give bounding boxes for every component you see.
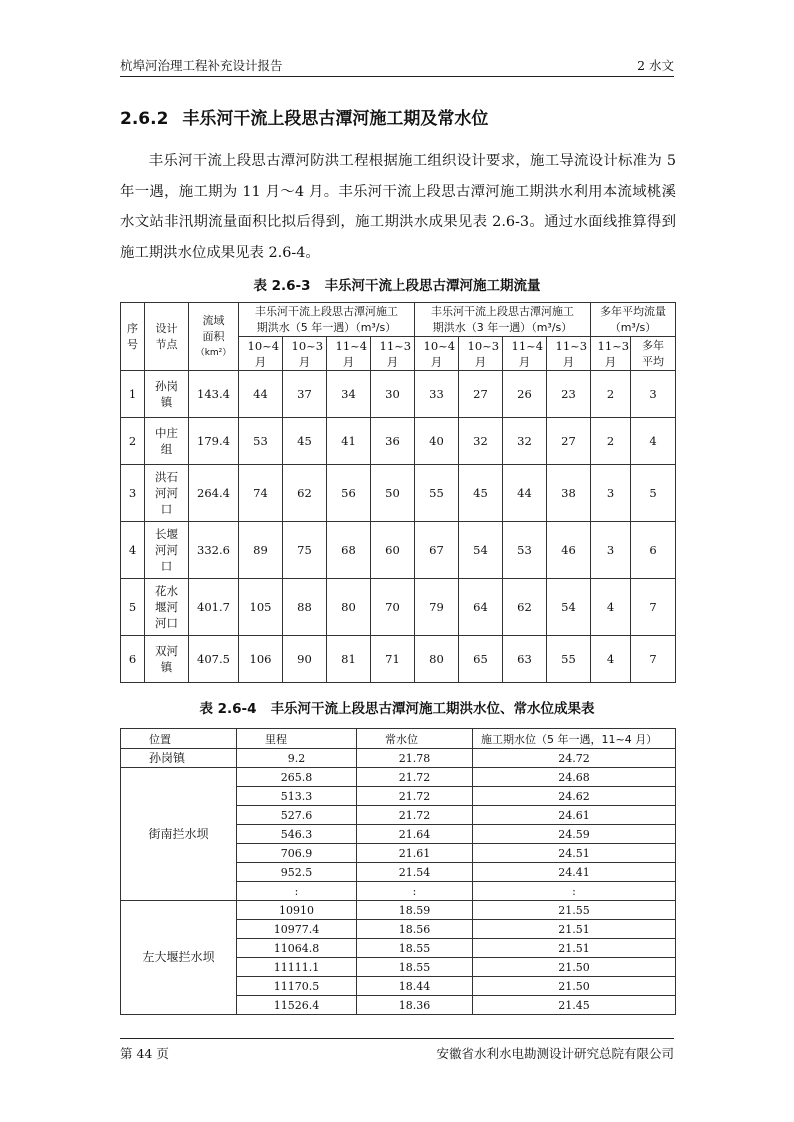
flow-value: 4 <box>591 636 631 683</box>
normal-level-value: 21.72 <box>357 787 473 806</box>
mileage-value: 11170.5 <box>237 977 357 996</box>
flood-level-value: 21.50 <box>473 958 676 977</box>
table-row <box>121 901 676 920</box>
section-heading <box>120 104 502 129</box>
node-name: 孙岗镇 <box>145 371 189 418</box>
table-row <box>121 749 676 768</box>
flow-value: 88 <box>283 579 327 636</box>
flow-value: 5 <box>631 465 676 522</box>
header-title: 杭埠河治理工程补充设计报告 <box>120 58 283 73</box>
mileage-value: 9.2 <box>237 749 357 768</box>
table-row <box>121 418 676 465</box>
normal-level-value: : <box>357 882 473 901</box>
flow-value: 53 <box>503 522 547 579</box>
flow-value: 6 <box>631 522 676 579</box>
table2-caption-title: 丰乐河干流上段思古潭河施工期洪水位、常水位成果表 <box>270 701 595 717</box>
flow-value: 38 <box>547 465 591 522</box>
mileage-value: 706.9 <box>237 844 357 863</box>
table2-caption-number: 表 2.6-4 <box>199 701 257 717</box>
mileage-value: 10910 <box>237 901 357 920</box>
flow-value: 40 <box>415 418 459 465</box>
period-header: 10~4月 <box>415 337 459 371</box>
period-header: 11~3月 <box>371 337 415 371</box>
flow-value: 68 <box>327 522 371 579</box>
period-header: 多年平均 <box>631 337 676 371</box>
flow-value: 2 <box>591 418 631 465</box>
col-header-area: 流域面积 （km²） <box>189 303 239 371</box>
flood-level-value: 24.51 <box>473 844 676 863</box>
location-cell: 街南拦水坝 <box>121 768 237 901</box>
flood-level-value: 21.45 <box>473 996 676 1015</box>
flood-level-value: : <box>473 882 676 901</box>
col-header-location: 位置 <box>121 729 237 749</box>
mileage-value: : <box>237 882 357 901</box>
col-group-5yr: 丰乐河干流上段思古潭河施工期洪水（5 年一遇）（m³/s） <box>239 303 415 337</box>
flood-level-value: 24.59 <box>473 825 676 844</box>
flow-value: 54 <box>459 522 503 579</box>
flow-value: 27 <box>547 418 591 465</box>
table-row <box>121 371 676 418</box>
flood-level-value: 21.50 <box>473 977 676 996</box>
normal-level-value: 18.59 <box>357 901 473 920</box>
table2-caption <box>0 697 794 717</box>
flood-level-value: 21.51 <box>473 939 676 958</box>
flow-value: 63 <box>503 636 547 683</box>
flow-value: 34 <box>327 371 371 418</box>
flow-value: 44 <box>503 465 547 522</box>
period-header: 11~3月 <box>591 337 631 371</box>
flow-value: 65 <box>459 636 503 683</box>
flow-value: 45 <box>283 418 327 465</box>
area-value: 143.4 <box>189 371 239 418</box>
period-header: 10~3月 <box>283 337 327 371</box>
normal-level-value: 21.64 <box>357 825 473 844</box>
flow-value: 53 <box>239 418 283 465</box>
flow-value: 30 <box>371 371 415 418</box>
col-header-normal-level: 常水位 <box>357 729 473 749</box>
table-row <box>121 522 676 579</box>
page-footer <box>120 1038 674 1061</box>
flow-value: 2 <box>591 371 631 418</box>
col-header-mileage: 里程 <box>237 729 357 749</box>
page-header <box>120 54 674 77</box>
flow-value: 32 <box>459 418 503 465</box>
flow-value: 4 <box>631 418 676 465</box>
flow-value: 80 <box>415 636 459 683</box>
flood-level-value: 21.55 <box>473 901 676 920</box>
flow-value: 46 <box>547 522 591 579</box>
mileage-value: 952.5 <box>237 863 357 882</box>
flow-value: 26 <box>503 371 547 418</box>
flow-value: 32 <box>503 418 547 465</box>
flow-value: 7 <box>631 636 676 683</box>
flow-value: 106 <box>239 636 283 683</box>
section-title: 丰乐河干流上段思古潭河施工期及常水位 <box>182 109 489 129</box>
flow-value: 62 <box>283 465 327 522</box>
flow-value: 62 <box>503 579 547 636</box>
table1-caption-title: 丰乐河干流上段思古潭河施工期流量 <box>324 278 541 294</box>
normal-level-value: 21.61 <box>357 844 473 863</box>
location-cell: 孙岗镇 <box>121 749 237 768</box>
normal-level-value: 18.55 <box>357 958 473 977</box>
mileage-value: 11064.8 <box>237 939 357 958</box>
flood-level-value: 24.68 <box>473 768 676 787</box>
flood-level-value: 24.72 <box>473 749 676 768</box>
period-header: 11~4月 <box>503 337 547 371</box>
normal-level-value: 18.56 <box>357 920 473 939</box>
area-unit: （km²） <box>195 347 232 358</box>
flow-value: 105 <box>239 579 283 636</box>
table-row <box>121 579 676 636</box>
flow-value: 70 <box>371 579 415 636</box>
flood-level-value: 21.51 <box>473 920 676 939</box>
mileage-value: 265.8 <box>237 768 357 787</box>
flow-value: 54 <box>547 579 591 636</box>
flow-value: 3 <box>591 465 631 522</box>
area-value: 407.5 <box>189 636 239 683</box>
flow-value: 67 <box>415 522 459 579</box>
table-row <box>121 636 676 683</box>
period-header: 11~4月 <box>327 337 371 371</box>
table1-caption <box>0 274 794 294</box>
flow-value: 89 <box>239 522 283 579</box>
period-header: 10~4月 <box>239 337 283 371</box>
area-value: 401.7 <box>189 579 239 636</box>
table-row <box>121 465 676 522</box>
flow-value: 81 <box>327 636 371 683</box>
page-number: 第 44 页 <box>120 1046 169 1061</box>
area-value: 264.4 <box>189 465 239 522</box>
flow-value: 75 <box>283 522 327 579</box>
area-value: 332.6 <box>189 522 239 579</box>
flow-value: 55 <box>415 465 459 522</box>
col-group-3yr: 丰乐河干流上段思古潭河施工期洪水（3 年一遇）（m³/s） <box>415 303 591 337</box>
normal-level-value: 18.36 <box>357 996 473 1015</box>
flow-value: 44 <box>239 371 283 418</box>
footer-organization: 安徽省水利水电勘测设计研究总院有限公司 <box>436 1046 674 1061</box>
node-name: 洪石河河口 <box>145 465 189 522</box>
normal-level-value: 21.72 <box>357 768 473 787</box>
flow-value: 64 <box>459 579 503 636</box>
table1-caption-number: 表 2.6-3 <box>253 278 311 294</box>
header-chapter: 2 水文 <box>637 58 674 73</box>
area-value: 179.4 <box>189 418 239 465</box>
flow-table <box>120 302 676 683</box>
col-header-flood-level: 施工期水位（5 年一遇，11~4 月） <box>473 729 676 749</box>
row-index: 3 <box>121 465 145 522</box>
water-level-table <box>120 728 676 1015</box>
flood-level-value: 24.62 <box>473 787 676 806</box>
flow-value: 27 <box>459 371 503 418</box>
mileage-value: 527.6 <box>237 806 357 825</box>
period-header: 10~3月 <box>459 337 503 371</box>
flow-value: 55 <box>547 636 591 683</box>
body-paragraph: 丰乐河干流上段思古潭河防洪工程根据施工组织设计要求，施工导流设计标准为 5 年一遇，施工期为 11 月～4 月。丰乐河干流上段思古潭河施工期洪水利用本流域桃溪水文站非汛期流量面积比拟后得到，施工期洪水成果见表 2.6-3。通过水面线推算得到施工期洪水位成果见表 2.6-4。 <box>120 153 676 261</box>
table-row <box>121 768 676 787</box>
flow-value: 74 <box>239 465 283 522</box>
row-index: 6 <box>121 636 145 683</box>
flow-value: 60 <box>371 522 415 579</box>
flow-value: 7 <box>631 579 676 636</box>
node-name: 双河镇 <box>145 636 189 683</box>
flow-value: 3 <box>591 522 631 579</box>
col-header-node: 设计节点 <box>145 303 189 371</box>
node-name: 花水堰河河口 <box>145 579 189 636</box>
flow-value: 41 <box>327 418 371 465</box>
flow-value: 90 <box>283 636 327 683</box>
row-index: 5 <box>121 579 145 636</box>
row-index: 1 <box>121 371 145 418</box>
flow-value: 37 <box>283 371 327 418</box>
flow-value: 33 <box>415 371 459 418</box>
row-index: 4 <box>121 522 145 579</box>
flow-value: 71 <box>371 636 415 683</box>
flood-level-value: 24.41 <box>473 863 676 882</box>
flow-value: 79 <box>415 579 459 636</box>
col-group-avg: 多年平均流量（m³/s） <box>591 303 676 337</box>
normal-level-value: 21.78 <box>357 749 473 768</box>
mileage-value: 11111.1 <box>237 958 357 977</box>
flow-value: 3 <box>631 371 676 418</box>
flow-value: 23 <box>547 371 591 418</box>
col-header-index: 序号 <box>121 303 145 371</box>
mileage-value: 10977.4 <box>237 920 357 939</box>
location-cell: 左大堰拦水坝 <box>121 901 237 1015</box>
flow-value: 80 <box>327 579 371 636</box>
flow-value: 45 <box>459 465 503 522</box>
mileage-value: 513.3 <box>237 787 357 806</box>
normal-level-value: 18.55 <box>357 939 473 958</box>
flow-value: 4 <box>591 579 631 636</box>
node-name: 中庄组 <box>145 418 189 465</box>
row-index: 2 <box>121 418 145 465</box>
period-header: 11~3月 <box>547 337 591 371</box>
flood-level-value: 24.61 <box>473 806 676 825</box>
flow-value: 36 <box>371 418 415 465</box>
flow-value: 56 <box>327 465 371 522</box>
normal-level-value: 21.72 <box>357 806 473 825</box>
mileage-value: 546.3 <box>237 825 357 844</box>
normal-level-value: 21.54 <box>357 863 473 882</box>
normal-level-value: 18.44 <box>357 977 473 996</box>
mileage-value: 11526.4 <box>237 996 357 1015</box>
node-name: 长堰河河口 <box>145 522 189 579</box>
section-number: 2.6.2 <box>120 109 169 129</box>
flow-value: 50 <box>371 465 415 522</box>
